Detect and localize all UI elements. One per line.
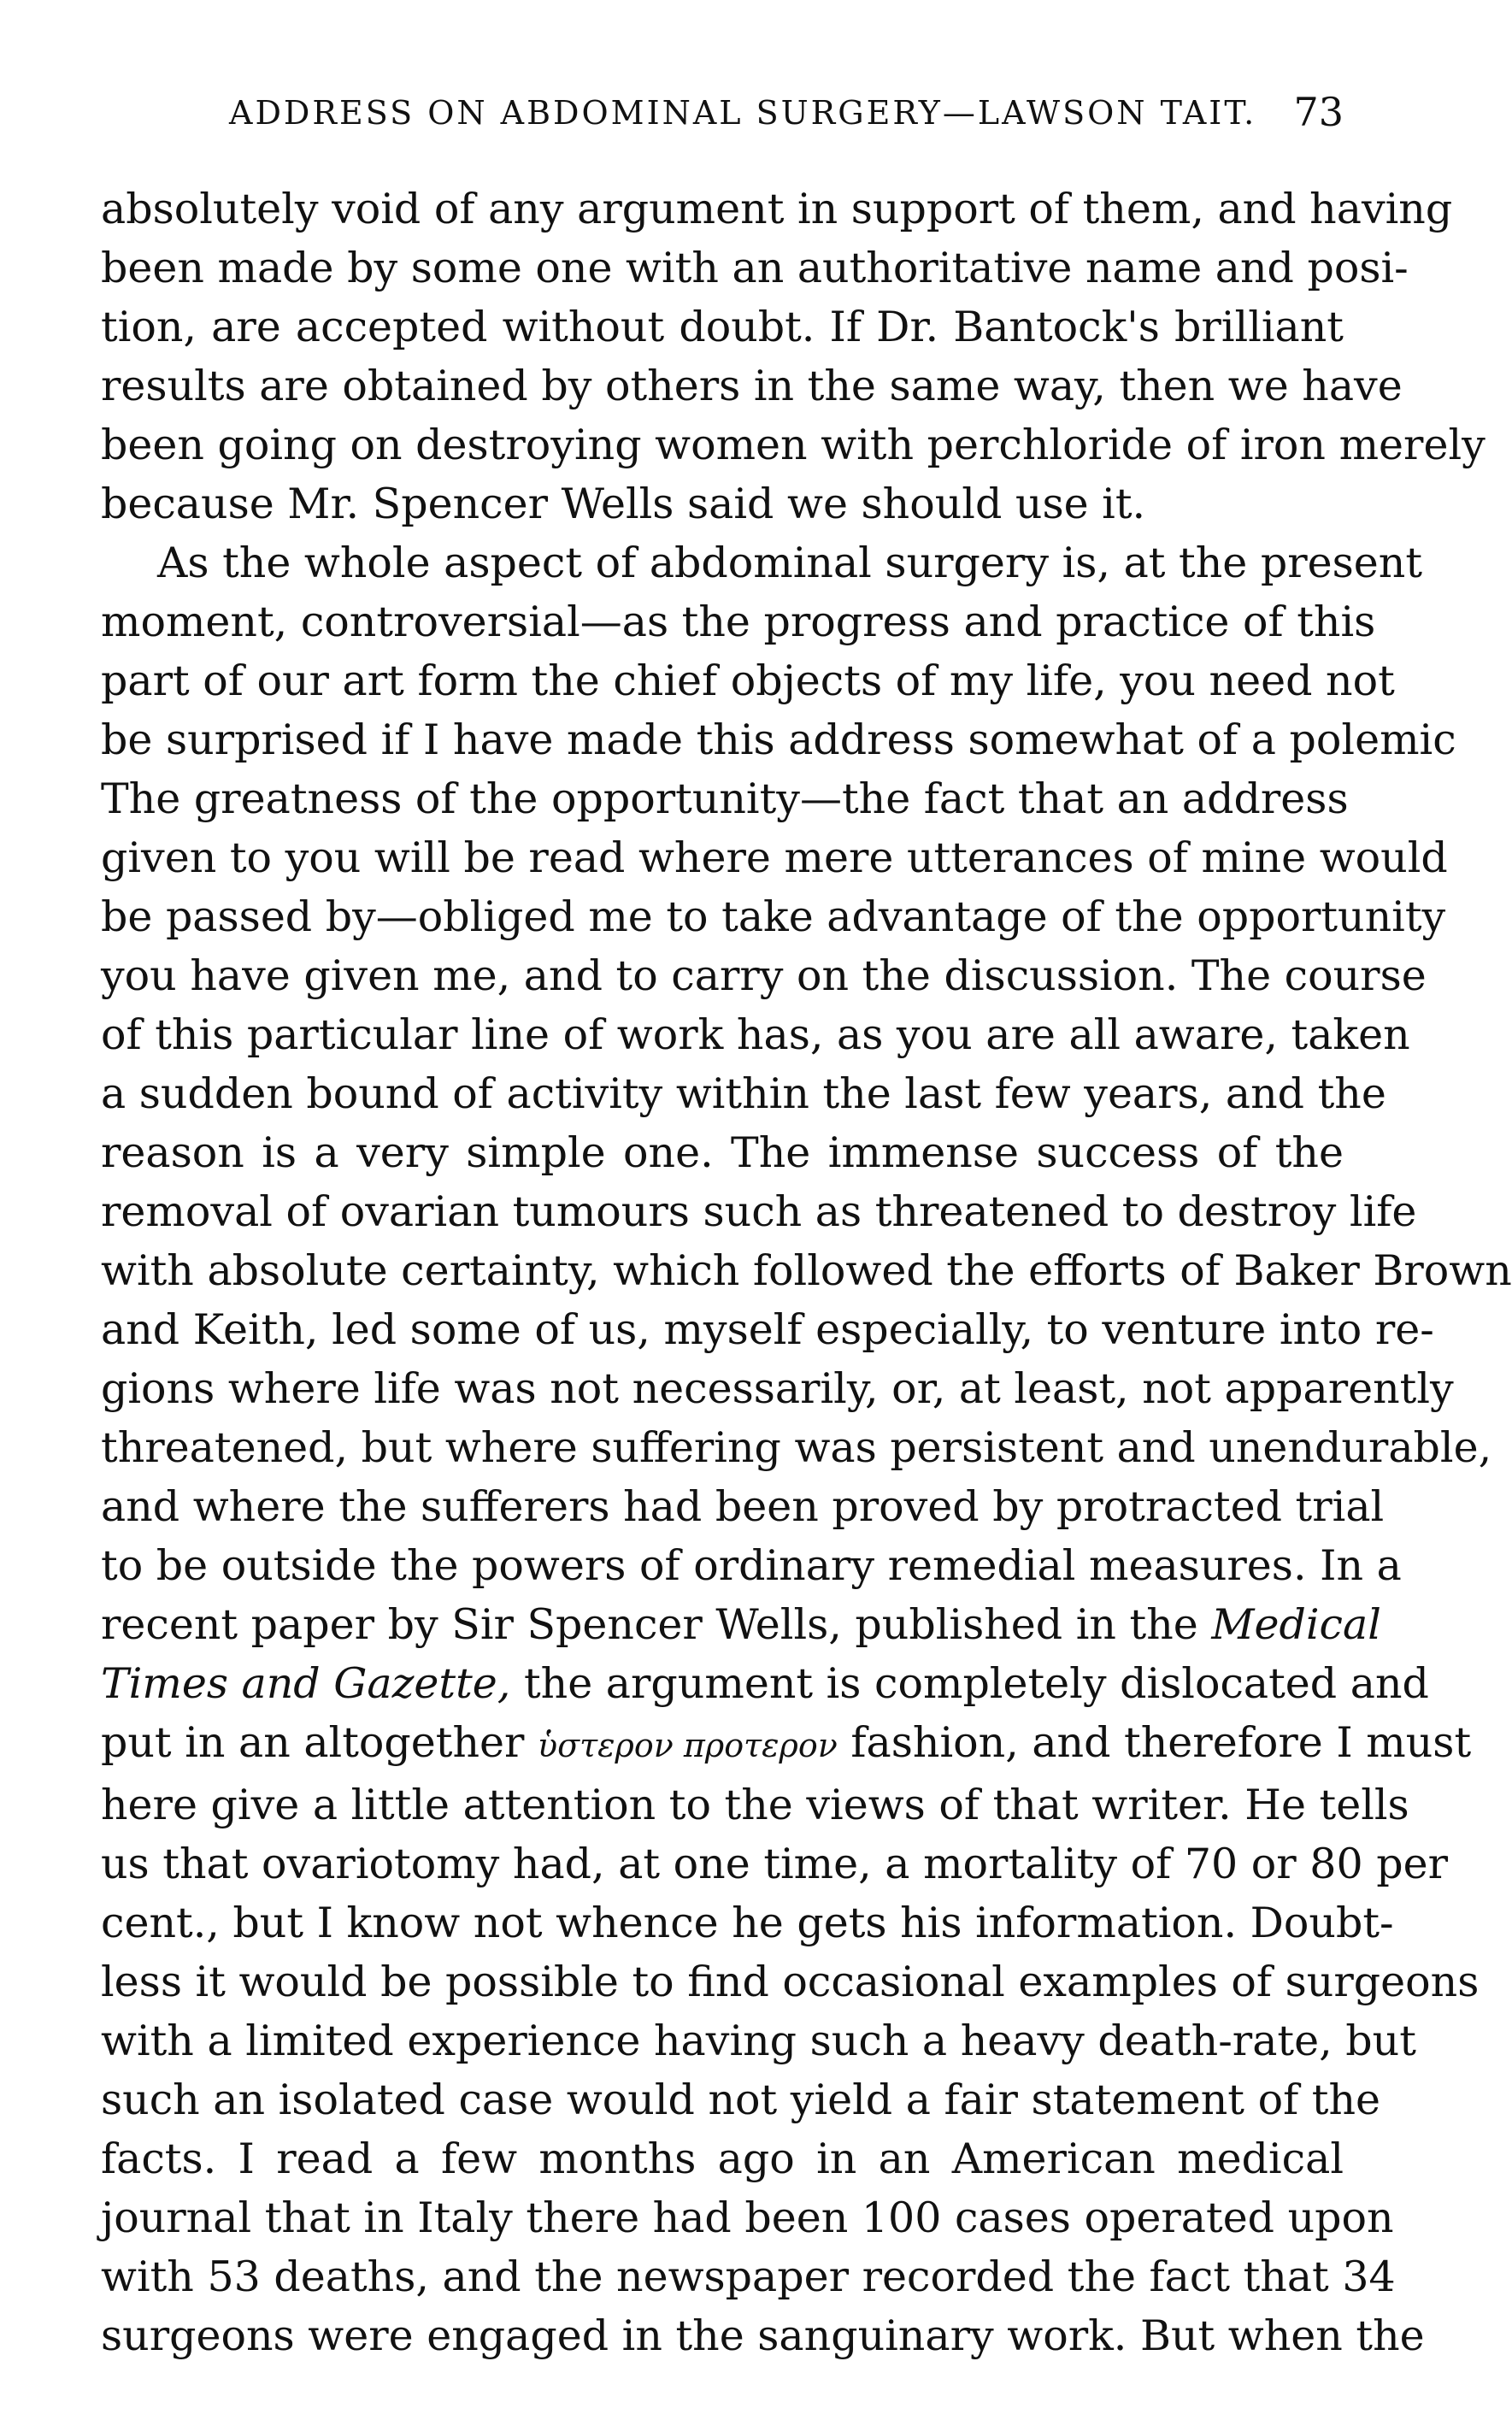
text-line: The greatness of the opportunity—the fact that an address	[101, 774, 1349, 823]
text-line: tion, are accepted without doubt. If Dr. Bantock's brilliant	[101, 303, 1344, 351]
running-title: ADDRESS ON ABDOMINAL SURGERY—LAWSON TAIT.	[229, 94, 1257, 132]
text-line: because Mr. Spencer Wells said we should use it.	[101, 480, 1146, 528]
text-line: journal that in Italy there had been 100 cases operated upon	[101, 2193, 1394, 2242]
text-line: such an isolated case would not yield a fair statement of the	[101, 2076, 1381, 2124]
text-line: cent., but I know not whence he gets his information. Doubt-	[101, 1899, 1394, 1947]
text-line: less it would be possible to find occasional examples of surgeons	[101, 1958, 1480, 2006]
text-segment: put in an altogether	[101, 1718, 525, 1767]
book-page	[101, 82, 1512, 2365]
body-text	[101, 180, 1512, 2365]
text-line: removal of ovarian tumours such as threatened to destroy life	[101, 1187, 1417, 1236]
text-line: be surprised if I have made this address somewhat of a polemic	[101, 715, 1456, 764]
text-line: and Keith, led some of us, myself especially, to venture into re-	[101, 1305, 1434, 1354]
text-line: facts. I read a few months ago in an American medical	[101, 2135, 1344, 2183]
text-line: with a limited experience having such a heavy death-rate, but	[101, 2017, 1416, 2065]
running-head	[101, 82, 1344, 150]
text-line: absolutely void of any argument in support of them, and having	[101, 185, 1453, 233]
text-line: with absolute certainty, which followed the efforts of Baker Brown	[101, 1246, 1512, 1295]
text-line: here give a little attention to the views of that writer. He tells	[101, 1781, 1409, 1829]
text-line: given to you will be read where mere utterances of mine would	[101, 833, 1448, 882]
greek-phrase: ὑστερον προτερον	[538, 1727, 838, 1764]
text-segment: fashion, and therefore I must	[850, 1718, 1472, 1767]
text-line: been going on destroying women with perchloride of iron merely	[101, 421, 1486, 469]
text-line: As the whole aspect of abdominal surgery is, at the present	[157, 539, 1423, 587]
text-line: been made by some one with an authoritative name and posi-	[101, 244, 1409, 292]
paragraph-2	[101, 533, 1512, 2365]
text-line: threatened, but where suffering was persistent and unendurable,	[101, 1423, 1492, 1472]
journal-title-italic: Times and Gazette,	[101, 1659, 511, 1708]
text-line: to be outside the powers of ordinary remedial measures. In a	[101, 1541, 1402, 1590]
text-line: surgeons were engaged in the sanguinary work. But when the	[101, 2311, 1425, 2360]
text-line: moment, controversial—as the progress and practice of this	[101, 598, 1376, 646]
text-line: you have given me, and to carry on the discussion. The course	[101, 951, 1427, 1000]
text-segment: recent paper by Sir Spencer Wells, published in the	[101, 1600, 1198, 1649]
journal-title-italic: Medical	[1211, 1600, 1381, 1649]
text-line-greek	[101, 1713, 1472, 1775]
text-line: gions where life was not necessarily, or, at least, not apparently	[101, 1364, 1454, 1413]
text-line-journal-cont	[101, 1654, 1429, 1713]
text-line: and where the sufferers had been proved by protracted trial	[101, 1482, 1385, 1531]
text-segment: the argument is completely dislocated and	[523, 1659, 1429, 1708]
text-line: of this particular line of work has, as you are all aware, taken	[101, 1010, 1410, 1059]
text-line: a sudden bound of activity within the last few years, and the	[101, 1069, 1386, 1118]
text-line: us that ovariotomy had, at one time, a mortality of 70 or 80 per	[101, 1840, 1449, 1888]
text-line: with 53 deaths, and the newspaper recorded the fact that 34	[101, 2252, 1396, 2301]
page-number: 73	[1293, 89, 1344, 135]
text-line: be passed by—obliged me to take advantage of the opportunity	[101, 892, 1446, 941]
text-line: results are obtained by others in the same way, then we have	[101, 362, 1403, 410]
text-line: part of our art form the chief objects of my life, you need not	[101, 657, 1395, 705]
paragraph-1	[101, 180, 1486, 533]
text-line-journal	[101, 1595, 1381, 1654]
text-line: reason is a very simple one. The immense success of the	[101, 1128, 1344, 1177]
